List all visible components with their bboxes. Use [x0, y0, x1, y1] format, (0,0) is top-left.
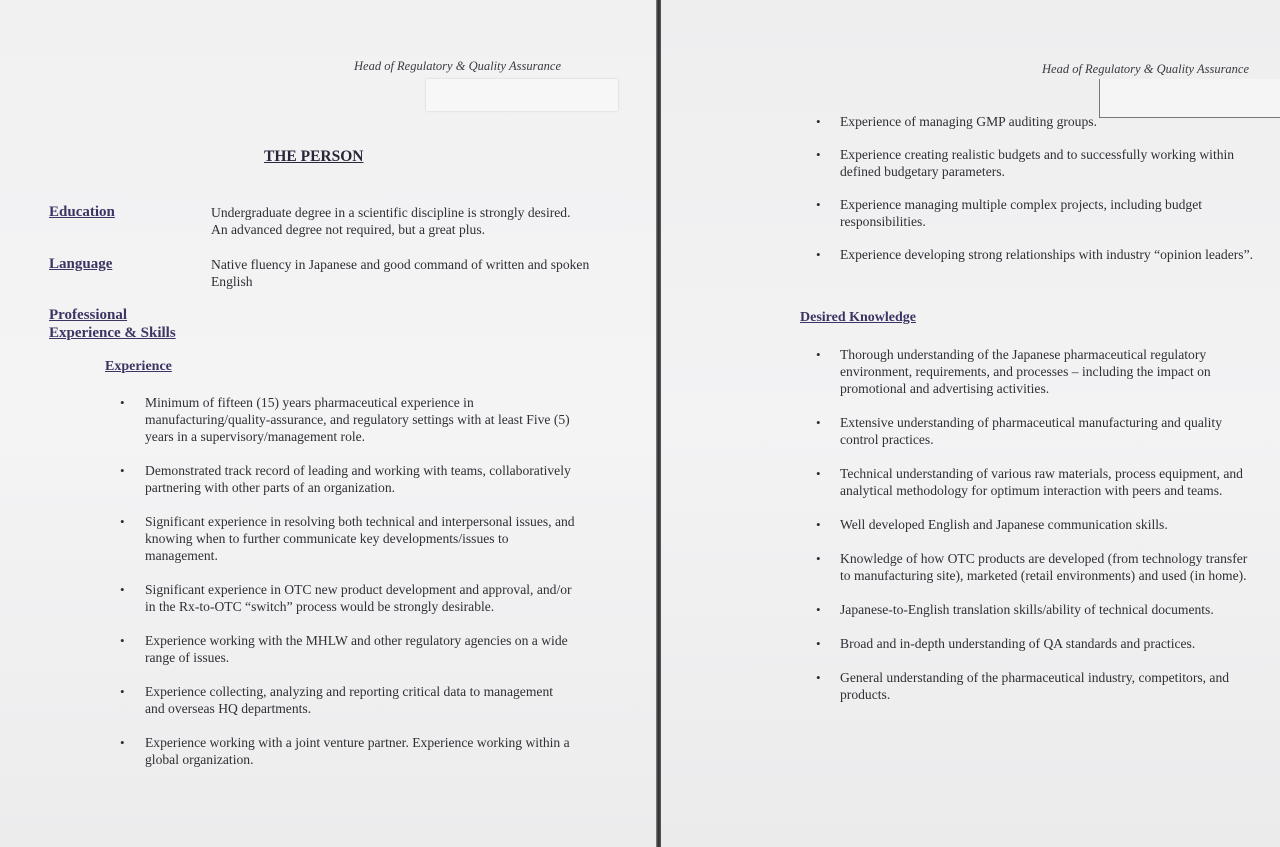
experience-continued-list [800, 113, 1260, 263]
bullet-icon: • [120, 395, 125, 410]
bullet-icon: • [120, 735, 125, 750]
left-tape-strip [426, 79, 618, 111]
education-text: Undergraduate degree in a scientific discipline is strongly desired. An advanced degree not required, but a great plus. [211, 205, 571, 237]
list-item: • Experience of managing GMP auditing groups. [816, 114, 1097, 129]
list-item: • Experience working with the MHLW and other regulatory agencies on a wide range of issues. [120, 633, 568, 665]
professional-label-line1: Professional [49, 307, 128, 323]
bullet-icon: • [816, 347, 821, 362]
bullet-icon: • [816, 670, 821, 685]
experience-heading: Experience [105, 359, 172, 374]
bullet-icon: • [120, 633, 125, 648]
list-item: • Knowledge of how OTC products are developed (from technology transfer to manufacturing site), marketed (retail environments) and used (in home). [816, 551, 1248, 583]
page-title: THE PERSON [264, 148, 364, 165]
desired-knowledge-heading: Desired Knowledge [800, 310, 917, 325]
list-item: • Thorough understanding of the Japanese pharmaceutical regulatory environment, requirements, and processes – including the impact on promotional and advertising activities. [816, 347, 1211, 396]
list-item: • Experience developing strong relationships with industry “opinion leaders”. [816, 247, 1253, 262]
bullet-icon: • [120, 684, 125, 699]
bullet-icon: • [120, 514, 125, 529]
bullet-icon: • [816, 197, 821, 212]
bullet-icon: • [816, 415, 821, 430]
left-page-header: Head of Regulatory & Quality Assurance [354, 59, 562, 73]
list-item: • General understanding of the pharmaceutical industry, competitors, and products. [816, 670, 1230, 702]
list-item: • Significant experience in resolving both technical and interpersonal issues, and knowing when to further communicate key developments/issues to management. [120, 514, 575, 563]
list-item: • Minimum of fifteen (15) years pharmaceutical experience in manufacturing/quality-assurance, and regulatory settings with at least Five (5) years in a supervisory/management role. [120, 395, 570, 444]
right-page-header: Head of Regulatory & Quality Assurance [1042, 62, 1250, 76]
list-item: • Technical understanding of various raw materials, process equipment, and analytical methodology for optimum interaction with peers and teams. [816, 466, 1243, 498]
bullet-icon: • [120, 463, 125, 478]
professional-label-line2: Experience & Skills [49, 325, 176, 341]
professional-label [49, 306, 176, 342]
list-item: • Extensive understanding of pharmaceutical manufacturing and quality control practices. [816, 415, 1223, 447]
list-item: • Experience managing multiple complex projects, including budget responsibilities. [816, 197, 1203, 229]
bullet-icon: • [816, 247, 821, 262]
language-label: Language [49, 256, 113, 272]
bullet-icon: • [816, 517, 821, 532]
experience-list [105, 394, 575, 768]
right-page [661, 0, 1280, 847]
bullet-icon: • [816, 636, 821, 651]
education-label: Education [49, 204, 115, 220]
list-item: • Broad and in-depth understanding of QA standards and practices. [816, 636, 1196, 651]
bullet-icon: • [816, 147, 821, 162]
bullet-icon: • [816, 551, 821, 566]
list-item: • Experience working with a joint venture partner. Experience working within a global organization. [120, 735, 570, 767]
list-item: • Demonstrated track record of leading and working with teams, collaboratively partnering with other parts of an organization. [120, 463, 571, 495]
bullet-icon: • [120, 582, 125, 597]
bullet-icon: • [816, 466, 821, 481]
bullet-icon: • [816, 114, 821, 129]
list-item: • Japanese-to-English translation skills/ability of technical documents. [816, 602, 1214, 617]
bullet-icon: • [816, 602, 821, 617]
list-item: • Significant experience in OTC new product development and approval, and/or in the Rx-to-OTC “switch” process would be strongly desirable. [120, 582, 572, 614]
list-item: • Experience collecting, analyzing and reporting critical data to management and overseas HQ departments. [120, 684, 554, 716]
list-item: • Well developed English and Japanese communication skills. [816, 517, 1168, 532]
desired-knowledge-list [800, 346, 1260, 703]
language-text: Native fluency in Japanese and good command of written and spoken English [211, 257, 590, 289]
list-item: • Experience creating realistic budgets and to successfully working within defined budgetary parameters. [816, 147, 1235, 179]
